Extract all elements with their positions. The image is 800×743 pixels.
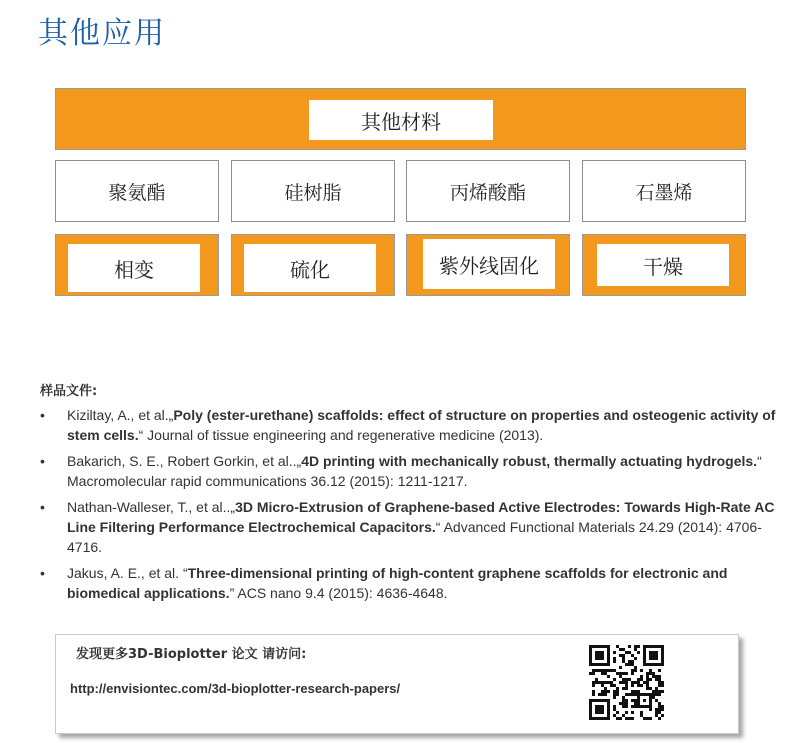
process-label: 硫化: [244, 244, 376, 292]
references-list: [40, 405, 780, 609]
reference-item: [40, 497, 780, 557]
material-box: 石墨烯: [582, 160, 746, 222]
reference-authors: Nathan-Walleser, T., et al..„: [67, 499, 236, 515]
reference-source: “ Journal of tissue engineering and regenerative medicine (2013).: [138, 427, 544, 443]
process-box: [406, 234, 570, 296]
banner-label: 其他材料: [309, 100, 493, 140]
bullet-icon: •: [40, 453, 45, 469]
material-box: 丙烯酸酯: [406, 160, 570, 222]
material-box: 聚氨酯: [55, 160, 219, 222]
reference-authors: Bakarich, S. E., Robert Gorkin, et al..„: [67, 453, 302, 469]
reference-title: 3D Micro-Extrusion of Graphene-based Active Electrodes: Towards High-Rate AC Line Filtering Performance Electrochemical Capacitors.: [67, 499, 775, 535]
other-materials-banner: [55, 88, 746, 150]
reference-source: “ Advanced Functional Materials 24.29 (2014): 4706-4716.: [67, 519, 762, 555]
material-box: 硅树脂: [231, 160, 395, 222]
reference-item: [40, 451, 780, 491]
page-title: 其他应用: [38, 16, 166, 51]
reference-authors: Kiziltay, A., et al.„: [67, 407, 174, 423]
references-heading: 样品文件:: [40, 384, 98, 399]
more-papers-label: 发现更多3D-Bioplotter 论文 请访问:: [76, 647, 307, 662]
reference-authors: Jakus, A. E., et al. “: [67, 565, 188, 581]
reference-title: 4D printing with mechanically robust, thermally actuating hydrogels.: [301, 453, 758, 469]
reference-title: Three-dimensional printing of high-content graphene scaffolds for electronic and biomedical applications.: [67, 565, 728, 601]
more-papers-box: [55, 634, 739, 734]
process-label: 干燥: [597, 244, 729, 286]
bullet-icon: •: [40, 499, 45, 515]
research-papers-link[interactable]: http://envisiontec.com/3d-bioplotter-research-papers/: [70, 681, 401, 696]
reference-title: Poly (ester-urethane) scaffolds: effect of structure on properties and osteogenic activity of stem cells.: [67, 407, 776, 443]
process-box: [55, 234, 219, 296]
reference-source: ” ACS nano 9.4 (2015): 4636-4648.: [229, 585, 448, 601]
reference-item: [40, 563, 780, 603]
process-box: [231, 234, 395, 296]
process-label: 相变: [68, 244, 200, 292]
qr-code-icon: [589, 645, 664, 720]
process-box: [582, 234, 746, 296]
bullet-icon: •: [40, 565, 45, 581]
bullet-icon: •: [40, 407, 45, 423]
reference-source: “ Macromolecular rapid communications 36.12 (2015): 1211-1217.: [67, 453, 762, 489]
reference-item: [40, 405, 780, 445]
process-label: 紫外线固化: [423, 239, 555, 289]
